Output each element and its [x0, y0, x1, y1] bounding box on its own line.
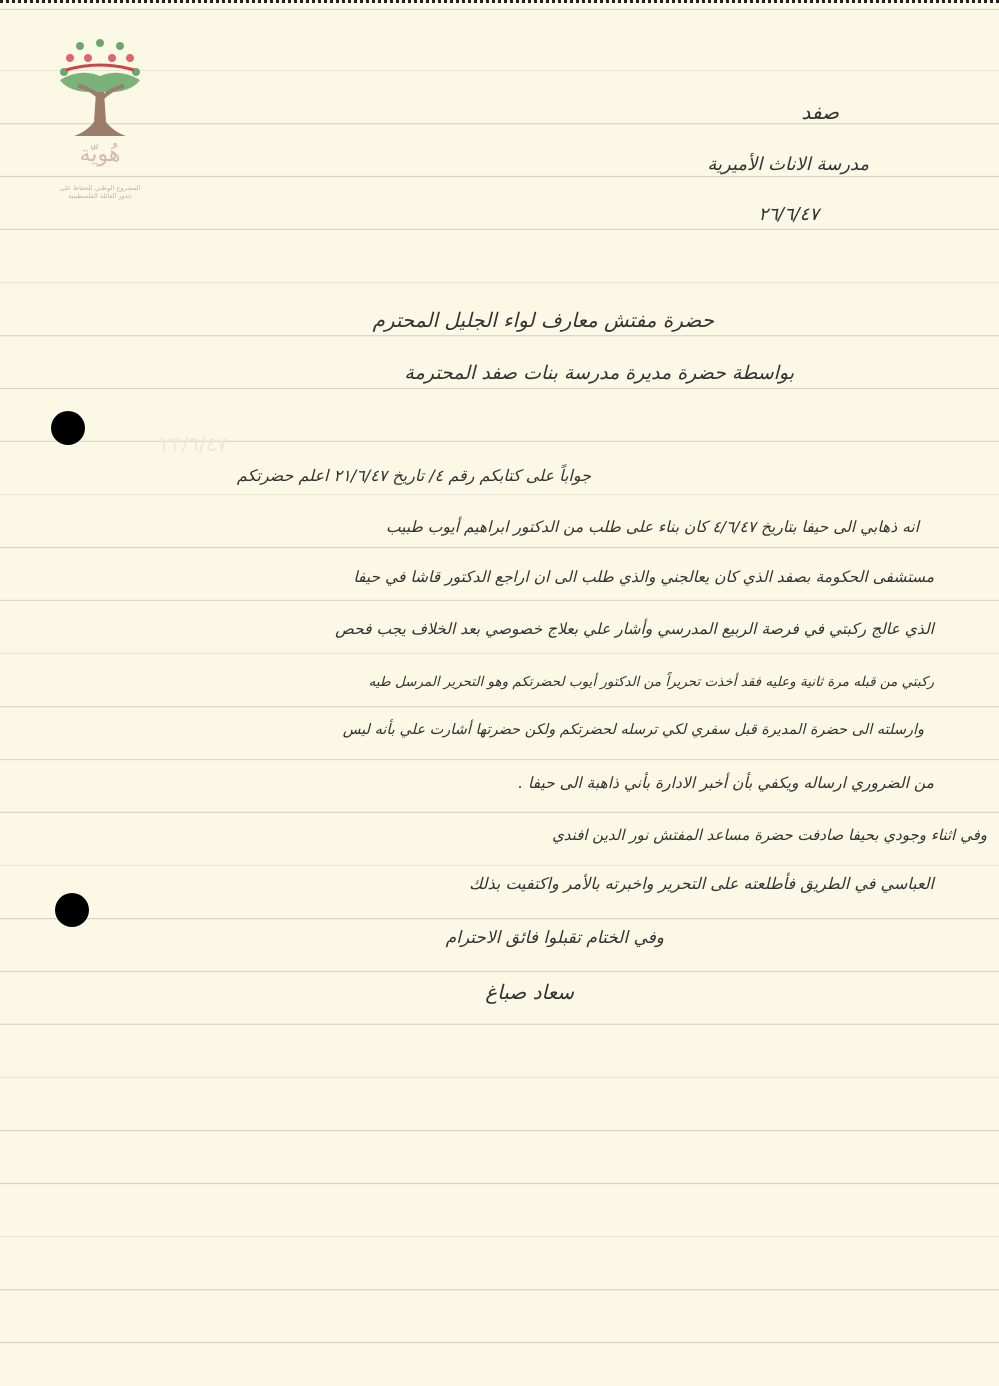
perforated-top-edge	[0, 0, 999, 3]
body-line-5: ركبتي من قبله مرة ثانية وعليه فقد أخذت تحريراً من الدكتور أيوب لحضرتكم وهو التحرير المرسل طيه	[368, 674, 934, 690]
addressee-line2: بواسطة حضرة مديرة مدرسة بنات صفد المحترمة	[404, 362, 794, 384]
punch-hole-top	[51, 411, 85, 445]
body-line-2: انه ذهابي الى حيفا بتاريخ ٤/٦/٤٧ كان بناء على طلب من الدكتور ابراهيم أيوب طبيب	[385, 518, 919, 536]
header-date: ٢٦/٦/٤٧	[758, 204, 819, 225]
closing-line: وفي الختام تقبلوا فائق الاحترام	[445, 928, 664, 948]
punch-hole-bottom	[55, 893, 89, 927]
logo-subtitle	[50, 184, 150, 200]
signature: سعاد صباغ	[485, 980, 574, 1004]
archive-logo	[50, 38, 150, 208]
addressee-line1: حضرة مفتش معارف لواء الجليل المحترم	[372, 308, 714, 332]
body-line-8: وفي اثناء وجودي بحيفا صادفت حضرة مساعد المفتش نور الدين افندي	[552, 826, 987, 844]
header-city: صفد	[801, 100, 839, 124]
body-line-7: من الضروري ارساله ويكفي بأن أخبر الادارة بأني ذاهبة الى حيفا .	[518, 774, 934, 792]
logo-subtitle-line1: المشروع الوطني للحفاظ على	[59, 184, 141, 192]
family-tree-icon	[50, 38, 150, 142]
header-school: مدرسة الاناث الأميرية	[707, 154, 869, 175]
body-line-3: مستشفى الحكومة بصفد الذي كان يعالجني والذي طلب الى ان اراجع الدكتور قاشا في حيفا	[353, 568, 934, 586]
faint-stamp: ٢٣/٦/٤٧	[160, 432, 228, 456]
body-line-9: العباسي في الطريق فأطلعته على التحرير واخبرته بالأمر واكتفيت بذلك	[469, 874, 934, 893]
body-line-4: الذي عالج ركبتي في فرصة الربيع المدرسي وأشار علي بعلاج خصوصي بعد الخلاف يجب فحص	[335, 620, 934, 638]
logo-subtitle-line2: جذور العائلة الفلسطينية	[68, 192, 132, 200]
body-line-6: وارسلته الى حضرة المديرة قبل سفري لكي ترسله لحضرتكم ولكن حضرتها أشارت علي بأنه ليس	[342, 722, 924, 738]
logo-title: هُويّة	[79, 142, 121, 167]
body-line-1: جواباً على كتابكم رقم ٤/ تاريخ ٢١/٦/٤٧ اعلم حضرتكم	[236, 466, 591, 485]
